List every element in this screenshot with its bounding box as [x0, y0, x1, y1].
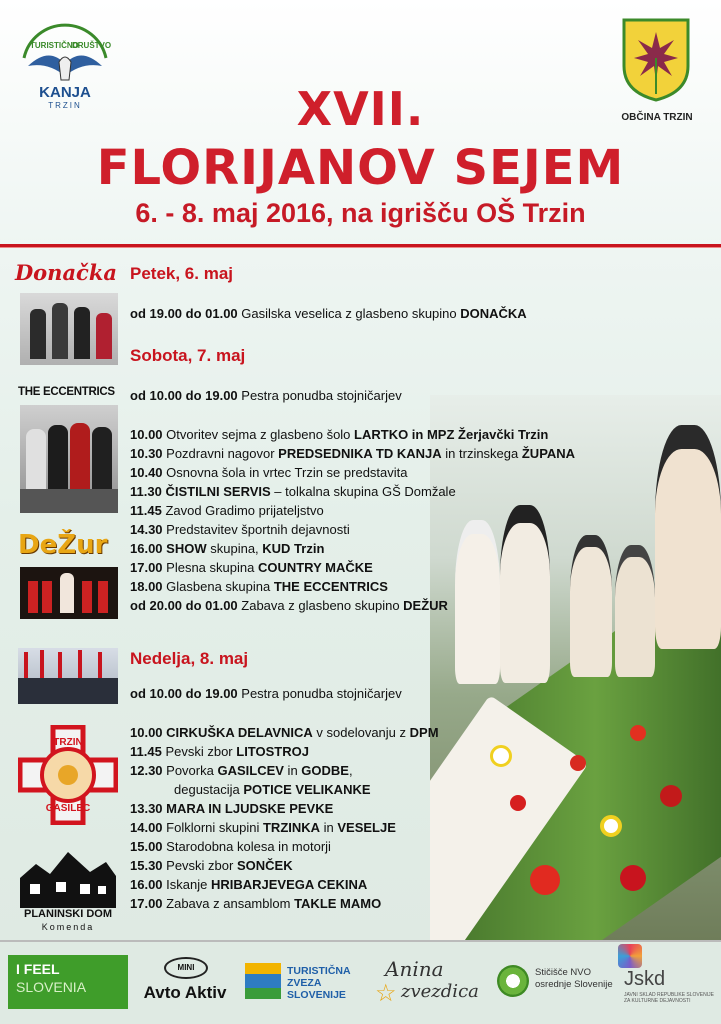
donacka-logo: Donačka: [14, 260, 118, 285]
gasilec-bottom: GASILEC: [45, 803, 91, 814]
footer-divider: [0, 940, 721, 942]
schedule-item: od 10.00 do 19.00 Pestra ponudba stojničarjev: [130, 686, 402, 701]
event-dates: 6. - 8. maj 2016, na igrišču OŠ Trzin: [135, 198, 586, 228]
schedule-item: 17.00 Plesna skupina COUNTRY MAČKE: [130, 560, 373, 575]
day-heading-friday: Petek, 6. maj: [130, 264, 234, 283]
divider-shadow: [0, 247, 721, 248]
schedule-item: 14.00 Folklorni skupini TRZINKA in VESELJE: [130, 820, 396, 835]
schedule-item: od 20.00 do 01.00 Zabava z glasbeno skupino DEŽUR: [130, 598, 448, 613]
schedule-item: 15.30 Pevski zbor SONČEK: [130, 858, 293, 873]
avto-aktiv-logo: MINI Avto Aktiv: [130, 955, 240, 1009]
schedule-item: 18.00 Glasbena skupina THE ECCENTRICS: [130, 579, 388, 594]
dezur-logo: DeŽur: [18, 530, 108, 560]
sticisce-nvo-logo: Stičišče NVO osrednje Slovenije: [495, 955, 615, 1009]
i-feel-slovenia-logo: I FEEL SLOVENIA: [8, 955, 128, 1009]
schedule-item: 10.00 Otvoritev sejma z glasbeno šolo LARTKO in MPZ Žerjavčki Trzin: [130, 427, 549, 442]
anina-zvezdica-logo: Anina ☆ zvezdica: [375, 957, 479, 1007]
gasilec-top: TRZIN: [53, 737, 83, 748]
star-icon: ☆: [375, 980, 397, 1007]
planinski-dom-place: Komenda: [41, 922, 95, 932]
firefighters-photo: [18, 648, 118, 704]
schedule-item: 10.40 Osnovna šola in vrtec Trzin se predstavita: [130, 465, 408, 480]
gasilec-badge: [18, 725, 118, 825]
schedule-item: 11.45 Pevski zbor LITOSTROJ: [130, 744, 309, 759]
jskd-logo: Jskd JAVNI SKLAD REPUBLIKE SLOVENIJE ZA KULTURNE DEJAVNOSTI: [618, 944, 718, 1004]
folk-dancers-photo: [430, 395, 721, 940]
donacka-photo: [20, 293, 118, 365]
eccentrics-photo: [20, 405, 118, 513]
org-name: KANJA: [39, 84, 91, 101]
schedule-item: od 10.00 do 19.00 Pestra ponudba stojničarjev: [130, 388, 402, 403]
day-heading-sunday: Nedelja, 8. maj: [130, 649, 249, 668]
schedule-item: 13.30 MARA IN LJUDSKE PEVKE: [130, 801, 334, 816]
schedule-item: 11.30 ČISTILNI SERVIS – tolkalna skupina GŠ Domžale: [130, 484, 456, 499]
jskd-mosaic-icon: [618, 944, 642, 968]
schedule-item: 17.00 Zabava z ansamblom TAKLE MAMO: [130, 896, 382, 911]
planinski-dom-logo: [16, 838, 120, 934]
eccentrics-label: THE ECCENTRICS: [18, 386, 115, 398]
schedule-item: 11.45 Zavod Gradimo prijateljstvo: [130, 503, 324, 518]
schedule-item: 15.00 Starodobna kolesa in motorji: [130, 839, 331, 854]
schedule-item: 10.30 Pozdravni nagovor PREDSEDNIKA TD KANJA in trzinskega ŽUPANA: [130, 446, 576, 461]
event-title: FLORIJANOV SEJEM: [96, 140, 625, 196]
schedule-item: 16.00 Iskanje HRIBARJEVEGA CEKINA: [130, 877, 368, 892]
tzs-logo: TURISTIČNA ZVEZA SLOVENIJE: [245, 955, 365, 1009]
schedule-item: degustacija POTICE VELIKANKE: [174, 782, 371, 797]
planinski-dom-name: PLANINSKI DOM: [24, 908, 112, 920]
svg-text:DRUŠTVO: DRUŠTVO: [72, 41, 112, 50]
svg-text:TURISTIČNO: TURISTIČNO: [30, 41, 79, 50]
schedule-item: 12.30 Povorka GASILCEV in GODBE,: [130, 763, 353, 778]
schedule-item: 16.00 SHOW skupina, KUD Trzin: [130, 541, 325, 556]
dezur-photo: [20, 567, 118, 619]
org-place: TRZIN: [48, 101, 82, 110]
schedule-item: 10.00 CIRKUŠKA DELAVNICA v sodelovanju z DPM: [130, 725, 439, 740]
edition-title: XVII.: [296, 82, 425, 136]
municipality-label: OBČINA TRZIN: [621, 112, 693, 123]
schedule-item: od 19.00 do 01.00 Gasilska veselica z glasbeno skupino DONAČKA: [130, 306, 527, 321]
day-heading-saturday: Sobota, 7. maj: [130, 346, 246, 365]
schedule-item: 14.30 Predstavitev športnih dejavnosti: [130, 522, 350, 537]
mini-badge: MINI: [164, 957, 208, 979]
